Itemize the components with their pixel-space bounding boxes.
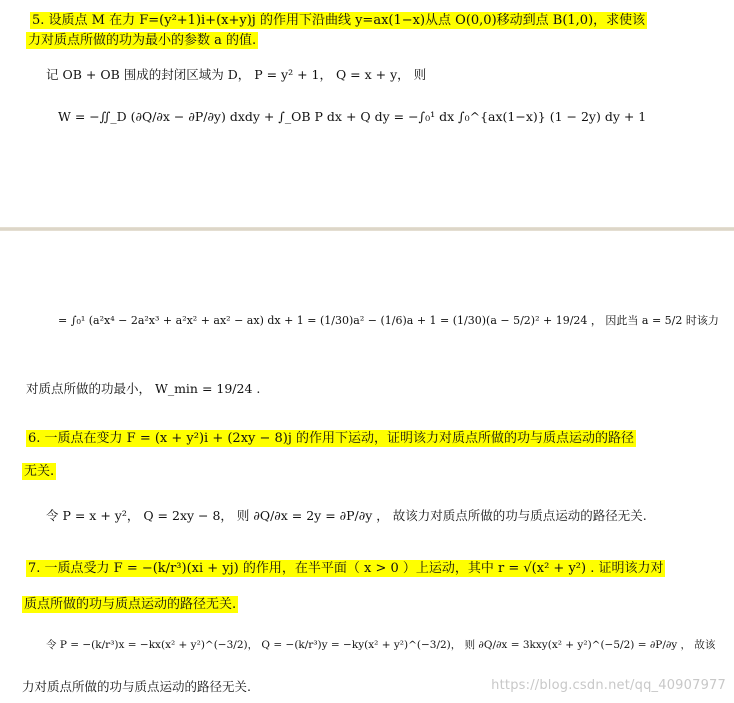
highlighted-text: 7. 一质点受力 F = −(k/r³)(xi + yj) 的作用，在半平面（ x > 0 ）上运动，其中 r = √(x² + y²) . 证明该力对 <box>28 561 664 576</box>
continuation-conclusion: 对质点所做的功最小， W_min = 19/24 . <box>26 381 261 396</box>
problem-5-statement-line1 <box>30 12 647 30</box>
highlighted-text: 5. 设质点 M 在力 F=(y²+1)i+(x+y)j 的作用下沿曲线 y=ax(1−x)从点 O(0,0)移动到点 B(1,0)，求使该 <box>32 13 646 28</box>
problem-6-solution: 令 P = x + y²， Q = 2xy − 8， 则 ∂Q/∂x = 2y = ∂P/∂y ， 故该力对质点所做的功与质点运动的路径无关. <box>46 508 647 523</box>
problem-7-solution-line2: 力对质点所做的功与质点运动的路径无关. <box>22 679 251 694</box>
problem-6-statement-line1 <box>26 430 636 448</box>
highlighted-text: 力对质点所做的功为最小的参数 a 的值. <box>28 33 257 48</box>
highlighted-text: 6. 一质点在变力 F = (x + y²)i + (2xy − 8)j 的作用下运动，证明该力对质点所做的功与质点运动的路径 <box>28 431 635 446</box>
continuation-equation: = ∫₀¹ (a²x⁴ − 2a²x³ + a²x² + ax² − ax) dx + 1 = (1/30)a² − (1/6)a + 1 = (1/30)(a − 5/2)² + 19/24 ， 因此当 a = 5/2 时该力 <box>58 314 719 327</box>
highlighted-text: 无关. <box>24 464 55 479</box>
problem-7-statement-line2 <box>22 596 238 614</box>
watermark-url: https://blog.csdn.net/qq_40907977 <box>491 678 726 693</box>
page-divider <box>0 227 734 231</box>
problem-5-solution-line: 记 OB + OB 围成的封闭区域为 D， P = y² + 1， Q = x + y， 则 <box>46 67 427 82</box>
problem-7-statement-line1 <box>26 560 665 578</box>
problem-7-solution-line1: 令 P = −(k/r³)x = −kx(x² + y²)^(−3/2)， Q = −(k/r³)y = −ky(x² + y²)^(−3/2)， 则 ∂Q/∂x = 3kxy(x² + y²)^(−5/2) = ∂P/∂y ， 故该 <box>46 639 716 651</box>
problem-5-statement-line2 <box>26 32 258 50</box>
highlighted-text: 质点所做的功与质点运动的路径无关. <box>24 597 237 612</box>
problem-5-work-equation: W = −∬_D (∂Q/∂x − ∂P/∂y) dxdy + ∫_OB P dx + Q dy = −∫₀¹ dx ∫₀^{ax(1−x)} (1 − 2y) dy + 1 <box>58 109 647 124</box>
problem-6-statement-line2 <box>22 463 56 481</box>
